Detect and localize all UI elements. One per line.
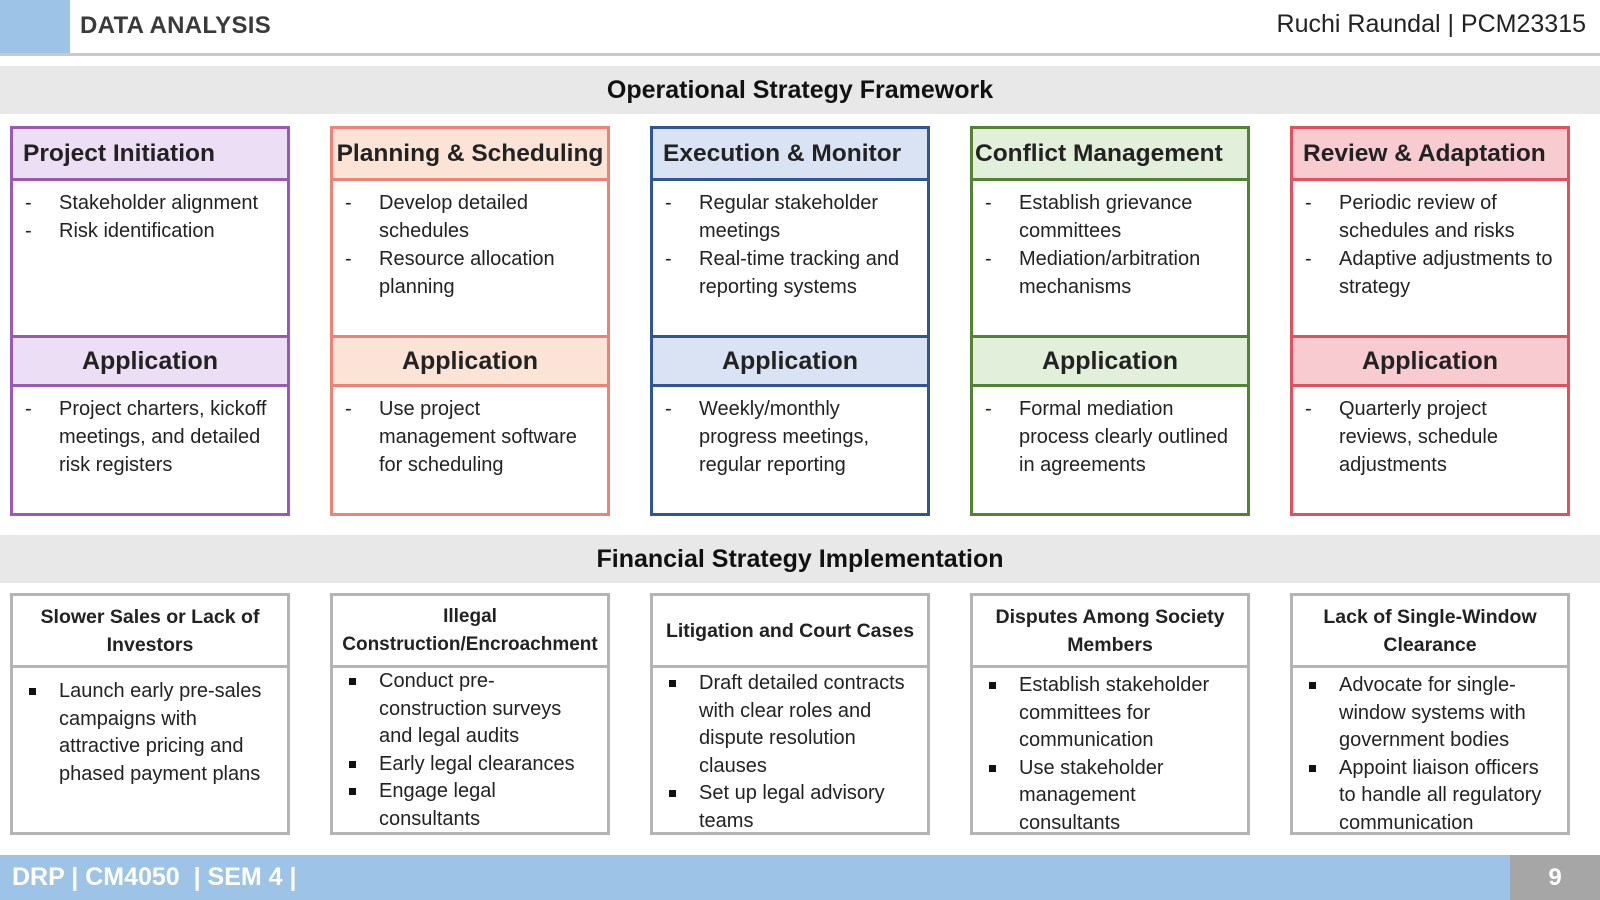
operational-framework-heading: Operational Strategy Framework: [0, 66, 1600, 114]
list-item: - Weekly/monthly progress meetings, regular reporting: [663, 395, 917, 479]
op-card-items: [23, 189, 277, 245]
application-heading: Application: [13, 335, 287, 387]
list-item: Conduct pre-construction surveys and legal audits: [343, 668, 597, 751]
op-card-title: Planning & Scheduling: [333, 129, 607, 181]
op-card-items: [343, 189, 597, 301]
application-heading: Application: [1293, 335, 1567, 387]
list-item: - Risk identification: [23, 217, 277, 245]
list-item: Set up legal advisory teams: [663, 780, 917, 835]
op-card-conflict-management: [970, 126, 1250, 516]
application-items: [663, 395, 917, 479]
op-card-title: Conflict Management: [973, 129, 1247, 181]
author-id: Ruchi Raundal | PCM23315: [1276, 10, 1586, 38]
fin-card-items: [343, 668, 597, 833]
fin-card-society-disputes: [970, 593, 1250, 835]
application-heading: Application: [653, 335, 927, 387]
list-item: - Regular stakeholder meetings: [663, 189, 917, 245]
list-item: - Project charters, kickoff meetings, and detailed risk registers: [23, 395, 277, 479]
fin-card-title: Lack of Single-Window Clearance: [1293, 596, 1567, 668]
op-card-items: [983, 189, 1237, 301]
op-card-review-adaptation: [1290, 126, 1570, 516]
section-title: DATA ANALYSIS: [80, 12, 272, 39]
header-divider: [0, 53, 1600, 56]
list-item: - Develop detailed schedules: [343, 189, 597, 245]
op-card-title: Project Initiation: [13, 129, 287, 181]
list-item: - Use project management software for scheduling: [343, 395, 597, 479]
op-card-planning-scheduling: [330, 126, 610, 516]
application-items: [1303, 395, 1557, 479]
list-item: - Establish grievance committees: [983, 189, 1237, 245]
list-item: Establish stakeholder committees for communication: [983, 672, 1237, 755]
list-item: Appoint liaison officers to handle all regulatory communication: [1303, 755, 1557, 838]
op-card-items: [1303, 189, 1557, 301]
application-items: [983, 395, 1237, 479]
page-number: 9: [1510, 855, 1600, 900]
fin-card-slower-sales: [10, 593, 290, 835]
application-heading: Application: [333, 335, 607, 387]
application-items: [343, 395, 597, 479]
fin-card-items: [983, 672, 1237, 837]
list-item: - Stakeholder alignment: [23, 189, 277, 217]
footer-bar: [0, 855, 1510, 900]
op-card-project-initiation: [10, 126, 290, 516]
op-card-title: Review & Adaptation: [1293, 129, 1567, 181]
fin-card-items: [1303, 672, 1557, 837]
list-item: - Formal mediation process clearly outlined in agreements: [983, 395, 1237, 479]
op-card-execution-monitor: [650, 126, 930, 516]
list-item: Advocate for single-window systems with government bodies: [1303, 672, 1557, 755]
list-item: - Real-time tracking and reporting systems: [663, 245, 917, 301]
op-card-items: [663, 189, 917, 301]
fin-card-title: Disputes Among Society Members: [973, 596, 1247, 668]
fin-card-title: Slower Sales or Lack of Investors: [13, 596, 287, 668]
fin-card-illegal-construction: [330, 593, 610, 835]
list-item: Engage legal consultants: [343, 778, 597, 833]
fin-card-items: [23, 678, 277, 788]
application-heading: Application: [973, 335, 1247, 387]
list-item: - Quarterly project reviews, schedule adjustments: [1303, 395, 1557, 479]
fin-card-title: Illegal Construction/Encroachment: [333, 596, 607, 668]
list-item: - Resource allocation planning: [343, 245, 597, 301]
list-item: Early legal clearances: [343, 751, 597, 779]
list-item: Launch early pre-sales campaigns with attractive pricing and phased payment plans: [23, 678, 277, 788]
list-item: - Adaptive adjustments to strategy: [1303, 245, 1557, 301]
list-item: Draft detailed contracts with clear roles and dispute resolution clauses: [663, 670, 917, 780]
fin-card-single-window: [1290, 593, 1570, 835]
list-item: Use stakeholder management consultants: [983, 755, 1237, 838]
header-accent-block: [0, 0, 70, 54]
list-item: - Mediation/arbitration mechanisms: [983, 245, 1237, 301]
fin-card-items: [663, 670, 917, 835]
course-info: DRP | CM4050 | SEM 4 |: [12, 863, 297, 891]
financial-strategy-heading: Financial Strategy Implementation: [0, 535, 1600, 583]
op-card-title: Execution & Monitor: [653, 129, 927, 181]
fin-card-litigation: [650, 593, 930, 835]
list-item: - Periodic review of schedules and risks: [1303, 189, 1557, 245]
application-items: [23, 395, 277, 479]
fin-card-title: Litigation and Court Cases: [653, 596, 927, 668]
